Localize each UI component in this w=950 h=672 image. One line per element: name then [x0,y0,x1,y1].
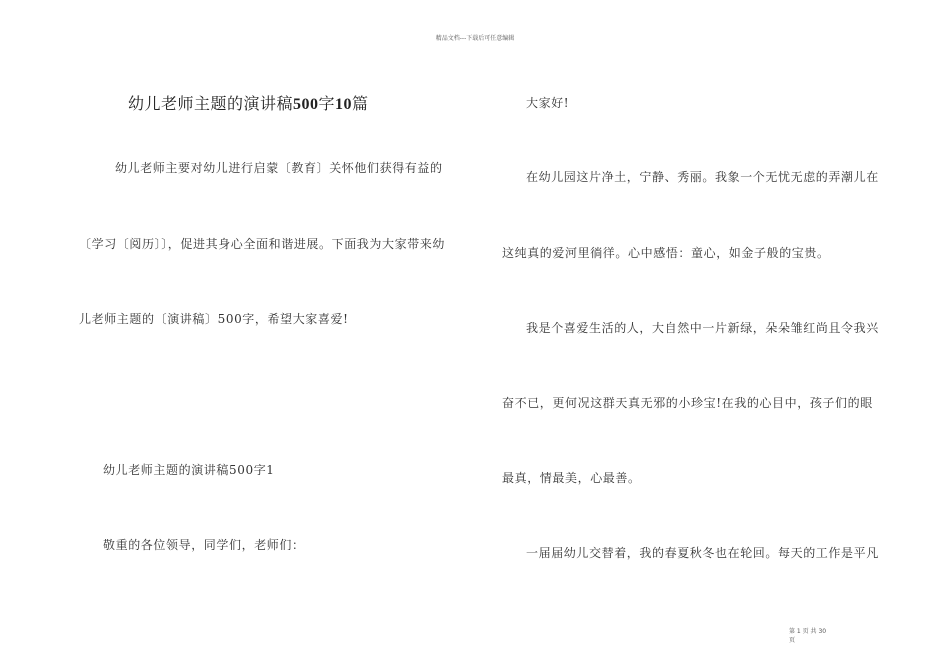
title-text-3: 篇 [352,96,369,113]
page-number-line-2: 页 [789,637,796,644]
salutation-line: 敬重的各位领导，同学们，老师们： [103,538,305,552]
header-note: 精品文档---下载后可任意编辑 [435,35,515,42]
left-paragraph-line: 儿老师主题的〔演讲稿〕500字，希望大家喜爱! [79,312,349,326]
left-paragraph-line: 幼儿老师主要对幼儿进行启蒙〔教育〕关怀他们获得有益的 [115,161,443,175]
right-paragraph-line: 在幼儿园这片净土，宁静、秀丽。我象一个无忧无虑的弄潮儿在 [526,170,879,184]
right-paragraph-line: 奋不已，更何况这群天真无邪的小珍宝!在我的心目中，孩子们的眼 [502,396,873,410]
left-paragraph-line: 〔学习〔阅历〕〕，促进其身心全面和谐进展。下面我为大家带来幼 [79,237,446,251]
right-paragraph-line: 最真，情最美，心最善。 [502,471,641,485]
right-paragraph-line: 大家好! [526,96,570,110]
right-paragraph-line: 一届届幼儿交替着，我的春夏秋冬也在轮回。每天的工作是平凡 [526,546,879,560]
title-text-1: 幼儿老师主题的演讲稿 [128,96,294,113]
right-paragraph-line: 我是个喜爱生活的人，大自然中一片新绿，朵朵雏红尚且令我兴 [526,321,879,335]
document-title [128,91,369,114]
page-number [789,627,839,645]
right-paragraph-line: 这纯真的爱河里徜徉。心中感悟：童心，如金子般的宝贵。 [502,246,830,260]
title-number-2: 10 [335,96,353,113]
page-number-line-1: 第 1 页 共 30 [789,628,827,635]
section-heading: 幼儿老师主题的演讲稿500字1 [103,463,275,477]
title-number-1: 500 [293,96,319,113]
title-text-2: 字 [318,96,336,113]
